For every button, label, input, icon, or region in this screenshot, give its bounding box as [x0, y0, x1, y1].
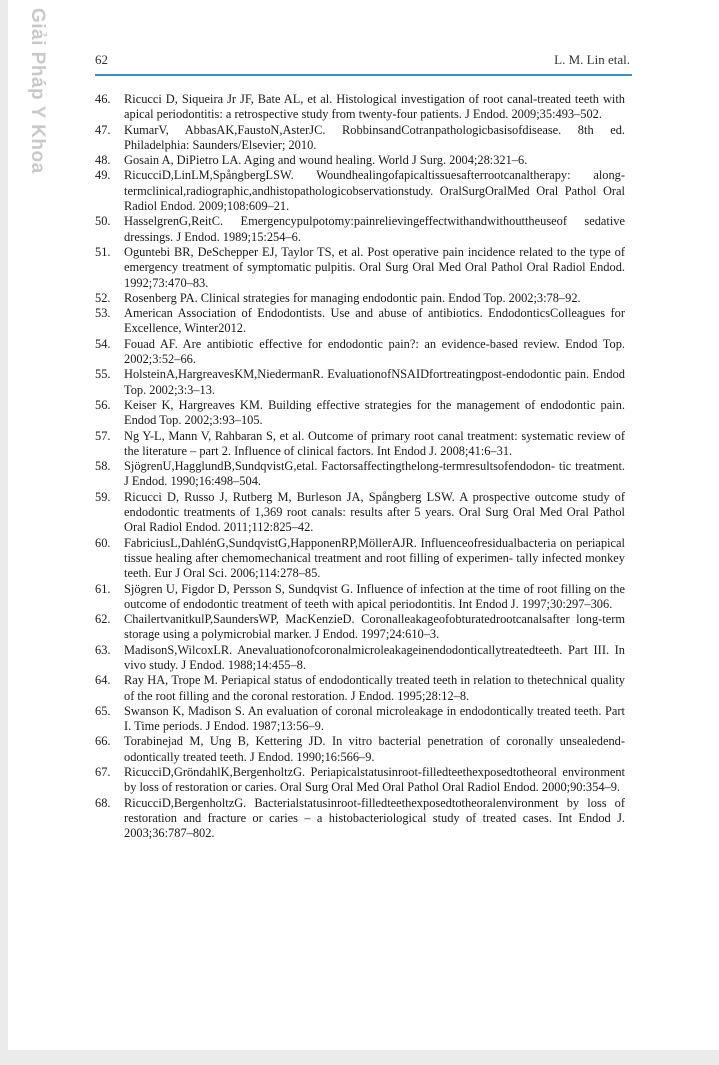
reference-item [95, 337, 625, 368]
reference-number: 47. [95, 122, 111, 137]
reference-text: Swanson K, Madison S. An evaluation of coronal microleakage in endodontically treated teeth. Part I. Time periods. J Endod. 1987;13:56–9. [124, 703, 625, 734]
reference-item [95, 367, 625, 398]
watermark [26, 8, 56, 174]
reference-item [95, 704, 625, 735]
reference-list [95, 92, 625, 842]
running-header [95, 52, 632, 72]
reference-item [95, 796, 625, 842]
reference-number: 54. [95, 336, 111, 351]
reference-text: HasselgrenG,ReitC. Emergencypulpotomy:painrelievingeffectwithandwithouttheuseof sedative dressings. J Endod. 1989;15:254–6. [124, 214, 625, 244]
reference-text: Ray HA, Trope M. Periapical status of endodontically treated teeth in relation to thetechnical quality of the root filling and the coronal restoration. J Endod. 1995;28:12–8. [124, 673, 625, 703]
reference-number: 64. [95, 673, 111, 688]
reference-text: American Association of Endodontists. Use and abuse of antibiotics. EndodonticsColleagues for Excellence, Winter2012. [124, 306, 625, 336]
reference-text: MadisonS,WilcoxLR. Anevaluationofcoronalmicroleakageinendodonticallytreatedteeth. Part III. In vivo study. J Endod. 1988;14:455–8. [124, 642, 625, 672]
reference-text: KumarV, AbbasAK,FaustoN,AsterJC. RobbinsandCotranpathologicbasisofdisease. 8th ed. Philadelphia: Saunders/Elsevier; 2010. [124, 122, 625, 152]
reference-number: 65. [95, 703, 111, 718]
reference-number: 58. [95, 459, 111, 474]
reference-number: 68. [95, 795, 111, 810]
running-author: L. M. Lin etal. [554, 52, 630, 67]
header-rule [95, 74, 632, 76]
reference-text: RicucciD,GröndahlK,BergenholtzG. Periapicalstatusinroot-filledteethexposedtotheoral environment by loss of restoration or caries. Oral Surg Oral Med Oral Pathol Oral Radiol Endod. 2000;90:354–9. [124, 765, 625, 795]
watermark-text: Giải Pháp Y Khoa [27, 8, 48, 174]
reference-number: 50. [95, 214, 111, 229]
reference-text: FabriciusL,DahlénG,SundqvistG,HapponenRP,MöllerAJR. Influenceofresidualbacteria on periapical tissue healing after chemomechanical treatment and root filling of experimen- tally infected monkey teeth. Eur J Oral Sci. 2006;114:278–85. [124, 535, 625, 581]
reference-item [95, 398, 625, 429]
reference-item [95, 612, 625, 643]
reference-text: Keiser K, Hargreaves KM. Building effective strategies for the management of endodontic pain. Endod Top. 2002;3:93–105. [124, 397, 625, 428]
reference-item [95, 582, 625, 613]
page-number: 62 [95, 52, 108, 67]
reference-number: 46. [95, 92, 111, 106]
reference-item [95, 643, 625, 674]
reference-number: 55. [95, 367, 111, 382]
reference-number: 48. [95, 153, 111, 168]
reference-text: Gosain A, DiPietro LA. Aging and wound healing. World J Surg. 2004;28:321–6. [124, 153, 528, 168]
reference-text: Rosenberg PA. Clinical strategies for managing endodontic pain. Endod Top. 2002;3:78–92. [124, 290, 581, 305]
reference-item [95, 536, 625, 582]
reference-number: 63. [95, 642, 111, 657]
reference-text: Oguntebi BR, DeSchepper EJ, Taylor TS, et al. Post operative pain incidence related to the type of emergency treatment of symptomatic pulpitis. Oral Surg Oral Med Oral Pathol Oral Radiol Endod. 1992;73:470–83. [124, 244, 625, 290]
reference-text: Fouad AF. Are antibiotic effective for endodontic pain?: an evidence-based review. Endod Top. 2002;3:52–66. [124, 336, 625, 367]
reference-item [95, 429, 625, 460]
reference-text: Ricucci D, Russo J, Rutberg M, Burleson JA, Spångberg LSW. A prospective outcome study of endodontic treatments of 1,369 root canals: results after 5 years. Oral Surg Oral Med Oral Pathol Oral Radiol Endod. 2011;112:825–42. [124, 489, 625, 535]
reference-item [95, 459, 625, 490]
reference-number: 52. [95, 290, 111, 305]
reference-item [95, 490, 625, 536]
reference-number: 57. [95, 428, 111, 443]
reference-number: 53. [95, 306, 111, 321]
reference-number: 49. [95, 168, 111, 183]
reference-item [95, 92, 625, 123]
reference-item [95, 214, 625, 245]
reference-item [95, 291, 625, 306]
reference-item [95, 168, 625, 214]
reference-number: 60. [95, 535, 111, 550]
reference-text: RicucciD,BergenholtzG. Bacterialstatusinroot-filledteethexposedtotheoralenvironment by loss of restoration and fracture or caries – a histobacteriological study of treated cases. Int Endod J. 2003;36:787–802. [124, 795, 625, 841]
reference-item [95, 673, 625, 704]
reference-text: Ng Y-L, Mann V, Rahbaran S, et al. Outcome of primary root canal treatment: systematic review of the literature – part 2. Influence of clinical factors. Int Endod J. 2008;41:6–31. [124, 428, 625, 458]
reference-number: 51. [95, 244, 111, 259]
reference-text: Sjögren U, Figdor D, Persson S, Sundqvist G. Influence of infection at the time of root filling on the outcome of endodontic treatment of teeth with apical periodontitis. Int Endod J. 1997;30:297–306. [124, 581, 625, 611]
reference-text: Torabinejad M, Ung B, Kettering JD. In vitro bacterial penetration of coronally unsealedend-odontically treated teeth. J Endod. 1990;16:566–9. [124, 734, 625, 764]
reference-item [95, 153, 625, 168]
reference-number: 62. [95, 612, 111, 627]
reference-item [95, 123, 625, 154]
reference-number: 61. [95, 581, 111, 596]
reference-text: ChailertvanitkulP,SaundersWP, MacKenzieD. Coronalleakageofobturatedrootcanalsafter long-term storage using a polymicrobial marker. J Endod. 1997;24:610–3. [124, 612, 625, 642]
reference-item [95, 765, 625, 796]
reference-item [95, 245, 625, 291]
reference-text: Ricucci D, Siqueira Jr JF, Bate AL, et al. Histological investigation of root canal-treated teeth with apical periodontitis: a retrospective study from twenty-four patients. J Endod. 2009;35:493–502. [124, 92, 625, 122]
reference-item [95, 306, 625, 337]
reference-number: 66. [95, 734, 111, 749]
reference-text: RicucciD,LinLM,SpångbergLSW. Woundhealingofapicaltissuesafterrootcanaltherapy: along-termclinical,radiographic,andhistopathologicobservationstudy. OralSurgOralMed Oral Pathol Oral Radiol Endod. 2009;108:609–21. [124, 168, 625, 214]
reference-number: 67. [95, 765, 111, 780]
reference-item [95, 734, 625, 765]
reference-number: 59. [95, 489, 111, 504]
reference-number: 56. [95, 397, 111, 412]
reference-text: HolsteinA,HargreavesKM,NiedermanR. EvaluationofNSAIDfortreatingpost-endodontic pain. Endod Top. 2002;3:3–13. [124, 367, 625, 397]
reference-text: SjögrenU,HagglundB,SundqvistG,etal. Factorsaffectingthelong-termresultsofendodon- tic treatment. J Endod. 1990;16:498–504. [124, 459, 625, 489]
